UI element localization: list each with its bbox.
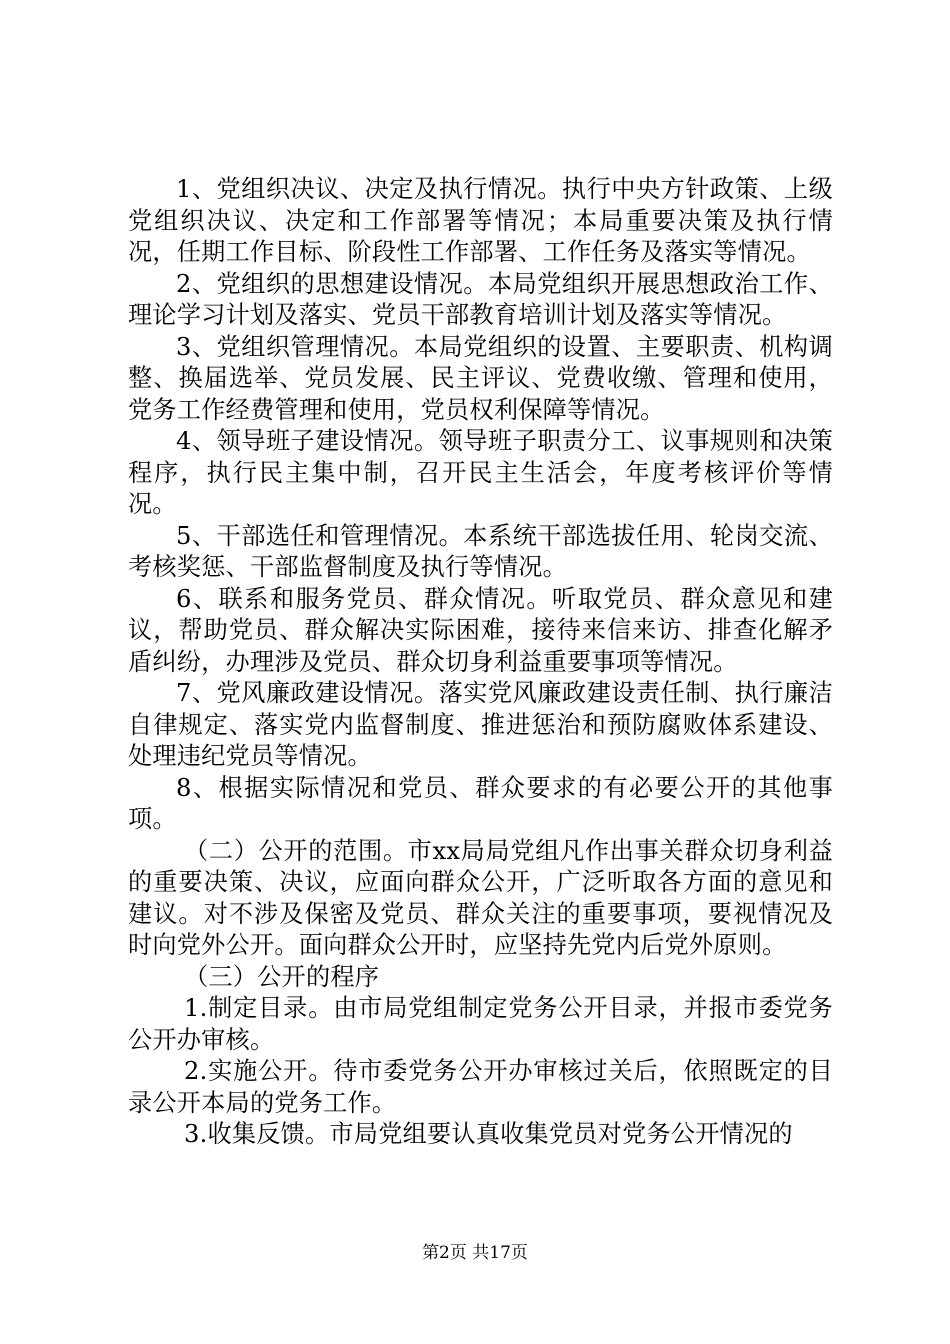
paragraph-item-1: 1、党组织决议、决定及执行情况。执行中央方针政策、上级党组织决议、决定和工作部署等情况；本局重要决策及执行情况，任期工作目标、阶段性工作部署、工作任务及落实等情况。 (128, 175, 833, 266)
paragraph-item-3: 3、党组织管理情况。本局党组织的设置、主要职责、机构调整、换届选举、党员发展、民主评议、党费收缴、管理和使用，党务工作经费管理和使用，党员权利保障等情况。 (128, 332, 833, 424)
paragraph-item-5: 5、干部选任和管理情况。本系统干部选拔任用、轮岗交流、考核奖惩、干部监督制度及执行等情况。 (128, 521, 833, 581)
page-number-footer: 第2页 共17页 (422, 1243, 528, 1263)
paragraph-procedure-1: 1.制定目录。由市局党组制定党务公开目录，并报市委党务公开办审核。 (128, 994, 833, 1054)
paragraph-item-7: 7、党风廉政建设情况。落实党风廉政建设责任制、执行廉洁自律规定、落实党内监督制度、推进惩治和预防腐败体系建设、处理违纪党员等情况。 (128, 679, 833, 770)
document-body (128, 174, 833, 1151)
paragraph-scope: （二）公开的范围。市xx局局党组凡作出事关群众切身利益的重要决策、决议，应面向群众公开，广泛听取各方面的意见和建议。对不涉及保密及党员、群众关注的重要事项，要视情况及时向党外公开。面向群众公开时，应坚持先党内后党外原则。 (128, 836, 833, 959)
paragraph-item-4: 4、领导班子建设情况。领导班子职责分工、议事规则和决策程序，执行民主集中制，召开民主生活会，年度考核评价等情况。 (128, 427, 833, 518)
paragraph-item-6: 6、联系和服务党员、群众情况。听取党员、群众意见和建议，帮助党员、群众解决实际困难，接待来信来访、排查化解矛盾纠纷，办理涉及党员、群众切身利益重要事项等情况。 (128, 584, 833, 676)
paragraph-procedure-2: 2.实施公开。待市委党务公开办审核过关后，依照既定的目录公开本局的党务工作。 (128, 1057, 833, 1117)
section-heading-procedure: （三）公开的程序 (184, 962, 380, 991)
paragraph-item-2: 2、党组织的思想建设情况。本局党组织开展思想政治工作、理论学习计划及落实、党员干部教育培训计划及落实等情况。 (128, 269, 833, 329)
paragraph-procedure-3: 3.收集反馈。市局党组要认真收集党员对党务公开情况的 (184, 1120, 793, 1148)
paragraph-item-8: 8、根据实际情况和党员、群众要求的有必要公开的其他事项。 (128, 773, 833, 833)
